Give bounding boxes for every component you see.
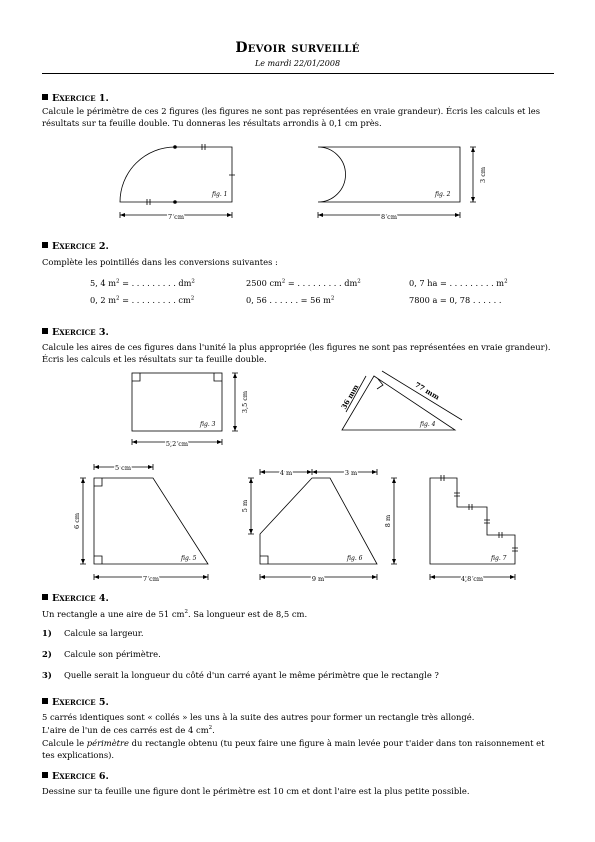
exercise-5-line-3: Calcule le périmètre du rectangle obtenu (tu peux faire une figure à main levée pour t'aider dans ton raisonnement et tes explications). — [42, 738, 545, 760]
fig2-dim-width: 8 cm — [380, 213, 398, 221]
page-date: Le mardi 22/01/2008 — [254, 59, 341, 68]
fig5-dim-width: 7 cm — [142, 575, 160, 583]
figure-4 — [342, 371, 462, 430]
exercise-4-title: Exercice 4. — [42, 593, 109, 604]
fig5-dim-top: 5 cm — [114, 464, 132, 472]
fig6-dim-top2: 3 m — [344, 469, 358, 477]
exercise-2-text: Complète les pointillés dans les conversions suivantes : — [42, 257, 278, 267]
conversion-6: 7800 a = 0, 78 . . . . . . — [409, 295, 502, 305]
exercise-1-title: Exercice 1. — [42, 93, 109, 104]
fig6-dim-h2: 8 m — [384, 514, 392, 528]
exercise-5-line-2: L'aire de l'un de ces carrés est de 4 $cm^2$. — [42, 724, 215, 735]
fig7-label: fig. 7 — [491, 555, 507, 562]
conversion-4: 0, 2 $m^2$ = . . . . . . . . . $cm^2$ — [90, 295, 195, 305]
figure-3 — [132, 373, 238, 445]
exercise-3-text: Calcule les aires de ces figures dans l'unité la plus appropriée (les figures ne sont pas représentées en vraie grandeur). Écris les calculs et les résultats sur ta feuille double. — [42, 342, 551, 364]
figure-5 — [80, 464, 208, 580]
exercise-5-line-1: 5 carrés identiques sont « collés » les uns à la suite des autres pour former un rectangle très allongé. — [42, 712, 475, 722]
page-title: Devoir surveillé — [235, 40, 360, 56]
exercise-4-question-2: 2) Calcule son périmètre. — [42, 649, 161, 659]
fig2-dim-height: 3 cm — [479, 166, 487, 184]
fig6-dim-h1: 5 m — [241, 499, 249, 513]
fig4-dim-b: 77 mm — [413, 380, 442, 402]
conversion-2: 2500 $cm^2$ = . . . . . . . . . $dm^2$ — [246, 278, 361, 288]
fig1-dim: 7 cm — [167, 213, 185, 221]
exercise-1-text: Calcule le périmètre de ces 2 figures (les figures ne sont pas représentées en vraie grandeur). Écris les calculs et les résultats sur ta feuille double. Tu donneras les résultats arrondis à 0,1 cm près. — [42, 106, 540, 128]
fig5-dim-height: 6 cm — [73, 512, 81, 530]
figure-6 — [248, 469, 397, 580]
fig1-label: fig. 1 — [212, 191, 228, 198]
fig2-label: fig. 2 — [435, 191, 451, 198]
exercise-2-title: Exercice 2. — [42, 241, 109, 252]
fig6-dim-top1: 4 m — [279, 469, 293, 477]
fig4-label: fig. 4 — [420, 421, 436, 428]
exercise-6-title: Exercice 6. — [42, 771, 109, 782]
fig3-label: fig. 3 — [200, 421, 216, 428]
fig6-label: fig. 6 — [347, 555, 363, 562]
fig3-dim-width: 5,2 cm — [165, 440, 189, 448]
exercise-5-title: Exercice 5. — [42, 697, 109, 708]
exercise-6-text: Dessine sur ta feuille une figure dont le périmètre est 10 cm et dont l'aire est la plus petite possible. — [42, 786, 470, 796]
fig7-dim-width: 4,8 cm — [460, 575, 484, 583]
exercise-4-question-1: 1) Calcule sa largeur. — [42, 628, 144, 638]
fig4-dim-a: 36 mm — [339, 382, 361, 411]
fig6-dim-width: 9 m — [311, 575, 325, 583]
fig3-dim-height: 3,5 cm — [241, 390, 249, 414]
figure-7 — [430, 475, 518, 580]
fig5-label: fig. 5 — [181, 555, 197, 562]
exercise-3-title: Exercice 3. — [42, 327, 109, 338]
conversion-3: 0, 7 ha = . . . . . . . . . $m^2$ — [409, 278, 508, 288]
exercise-4-intro: Un rectangle a une aire de 51 $cm^2$. Sa longueur est de 8,5 cm. — [42, 608, 308, 619]
conversion-5: 0, 56 . . . . . . = 56 $m^2$ — [246, 295, 335, 305]
exercise-4-question-3: 3) Quelle serait la longueur du côté d'un carré ayant le même périmètre que le rectangle ? — [42, 670, 439, 680]
conversion-1: 5, 4 $m^2$ = . . . . . . . . . $dm^2$ — [90, 278, 195, 288]
